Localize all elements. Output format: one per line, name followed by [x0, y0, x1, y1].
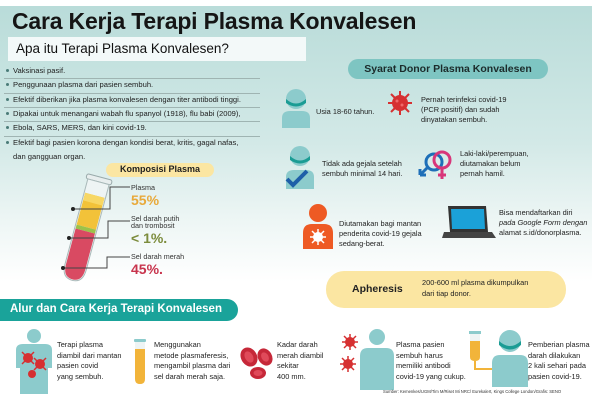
rbc-label: Sel darah merah — [131, 252, 185, 261]
section-question: Apa itu Terapi Plasma Konvalesen? — [8, 37, 306, 61]
requirement-gender: Laki-laki/perempuan, diutamakan belum pernah hamil. — [460, 149, 529, 178]
virus-icon — [387, 90, 413, 116]
flow-title: Alur dan Cara Kerja Terapi Konvalesen — [0, 299, 238, 321]
what-is-list — [4, 65, 260, 164]
page-title: Cara Kerja Terapi Plasma Konvalesen — [12, 8, 417, 34]
flow-step-2: Menggunakan metode plasmaferesis, mengambil plasma dari sel darah merah saja. — [154, 340, 231, 382]
apheresis-title: Apheresis — [352, 283, 403, 295]
requirement-symptom-free: Tidak ada gejala setelah sembuh minimal 14 hari. — [322, 159, 403, 178]
requirement-infected: Pernah terinfeksi covid-19 (PCR positif) dan sudah dinyatakan sembuh. — [421, 95, 507, 124]
gender-icon — [417, 148, 457, 182]
list-item: Efektif diberikan jika plasma konvalesen dengan titer antibodi tinggi. — [4, 94, 260, 108]
person-check-icon — [285, 145, 315, 189]
source-credit: Sumber: Kemenkes/UGM/Tim M/Riset Mi NRC/ Eurekalert, Kings College London/Grafis: SENO — [383, 389, 562, 394]
person-mask-icon — [281, 88, 311, 128]
plasma-label: Plasma — [131, 183, 155, 192]
wbc-label-line2: dan trombosit — [131, 221, 175, 230]
list-item: Vaksinasi pasif. — [4, 65, 260, 79]
flow-step-5: Pemberian plasma darah dilakukan 2 kali sehari pada pasien covid-19. — [528, 340, 590, 382]
list-item: Penggunaan plasma dari pasien sembuh. — [4, 79, 260, 93]
list-item: Ebola, SARS, MERS, dan kini covid-19. — [4, 122, 260, 136]
body-antibody-icon — [338, 328, 398, 390]
body-virus-icon — [14, 328, 54, 394]
list-item: Dipakai untuk menangani wabah flu spanyol (1918), flu babi (2009), — [4, 108, 260, 122]
plasma-value: 55% — [131, 192, 160, 208]
test-tube-icon — [55, 172, 115, 290]
requirement-registration: Bisa mendaftarkan diri pada Google Form dengan alamat s.id/donorplasma. — [499, 208, 588, 237]
list-item: Efektif bagi pasien korona dengan kondisi berat, kritis, gagal nafas, — [4, 137, 260, 150]
apheresis-text: 200-600 ml plasma dikumpulkan dari tiap donor. — [422, 278, 529, 298]
iv-patient-icon — [468, 329, 530, 387]
requirement-age: Usia 18-60 tahun. — [316, 107, 375, 116]
requirement-severity: Diutamakan bagi mantan penderita covid-19 gejala sedang-berat. — [339, 219, 422, 248]
flow-step-4: Plasma pasien sembuh harus memiliki antibodi covid-19 yang cukup. — [396, 340, 466, 382]
composition-title: Komposisi Plasma — [106, 163, 214, 177]
rbc-value: 45%. — [131, 261, 163, 277]
flow-step-3: Kadar darah merah diambil sekitar 400 mm. — [277, 340, 324, 382]
list-item: dan gangguan organ. — [13, 152, 86, 162]
flow-step-1: Terapi plasma diambil dari mantan pasien covid yang sembuh. — [57, 340, 122, 382]
apheresis-box — [326, 271, 566, 308]
person-virus-icon — [302, 203, 334, 249]
red-blood-cells-icon — [240, 345, 274, 381]
wbc-label-line1: Sel darah putih — [131, 214, 180, 223]
laptop-icon — [440, 204, 496, 240]
wbc-value: < 1%. — [131, 230, 168, 246]
plasma-tube-icon — [133, 339, 147, 385]
requirements-title: Syarat Donor Plasma Konvalesen — [348, 59, 548, 79]
